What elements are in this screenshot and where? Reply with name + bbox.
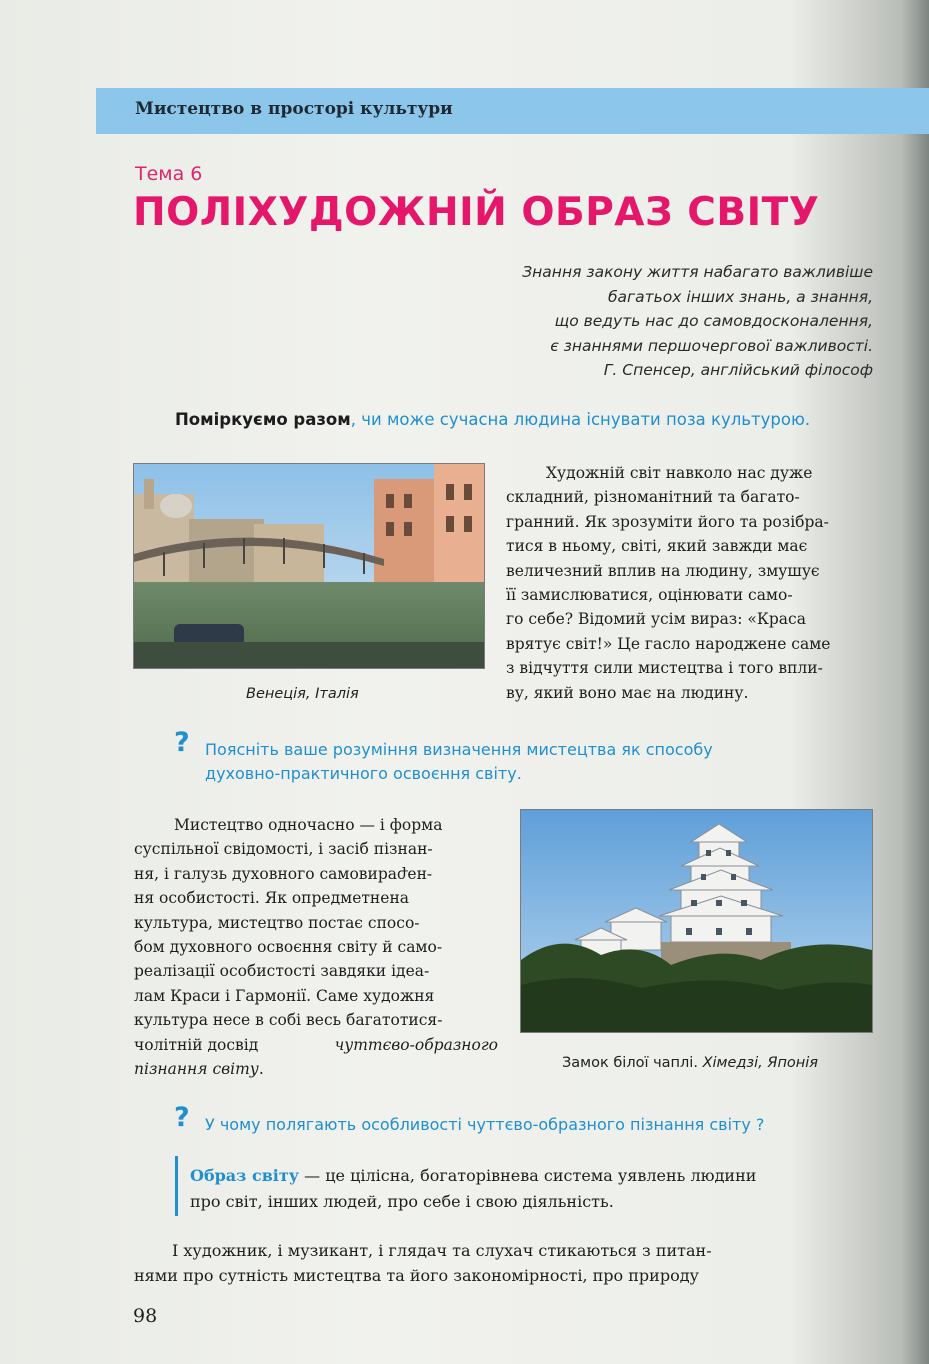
text-line: величезний вплив на людину, змушує <box>506 561 820 580</box>
definition-term: Образ світу <box>190 1166 300 1185</box>
text-line: з відчуття сили мистецтва і того впли- <box>506 659 823 678</box>
definition-line: Образ світу — це цілісна, богаторівнева система уявлень людини <box>190 1166 757 1185</box>
text-line: нями про сутність мистецтва та його закономірності, про природу <box>134 1266 699 1285</box>
himeji-caption: Замок білої чаплі. Хімедзі, Японія <box>562 1055 819 1071</box>
question-mark-icon: ? <box>174 1102 190 1133</box>
epigraph-line: що ведуть нас до самовдосконалення, <box>554 312 873 330</box>
definition-accent-bar <box>175 1156 178 1216</box>
epigraph-line: є знаннями першочергової важливості. <box>550 336 873 355</box>
text-line: ня, і галузь духовного самовираժен- <box>134 864 433 883</box>
text-line: суспільної свідомості, і засіб пізнан- <box>134 840 433 859</box>
venice-photo <box>133 463 485 669</box>
discussion-text: , чи може сучасна людина існувати поза культурою. <box>350 410 811 429</box>
text-line: го себе? Відомий усім вираз: «Краса <box>506 610 806 629</box>
text-line: тися в ньому, світі, який завжди має <box>506 537 808 556</box>
text-line: культура, мистецтво постає спосо- <box>134 913 420 932</box>
text-line: врятує світ!» Це гасло народжене саме <box>506 634 831 653</box>
paragraph-art-world <box>506 461 872 705</box>
question-line: духовно-практичного освоєння світу. <box>205 764 522 783</box>
discussion-label: Поміркуємо разом <box>175 410 351 429</box>
text-line: лам Краси і Гармонії. Саме художня <box>134 986 435 1005</box>
himeji-castle-photo <box>520 809 873 1033</box>
text-line: її замислюватися, оцінювати само- <box>506 586 793 605</box>
epigraph-line: багатьох інших знань, а знання, <box>607 287 873 306</box>
epigraph-author: Г. Спенсер, англійський філософ <box>603 361 873 379</box>
definition-box <box>190 1163 756 1215</box>
epigraph-line: Знання закону життя набагато важливіше <box>522 263 873 281</box>
definition-line: про світ, інших людей, про себе і свою діяльність. <box>190 1192 614 1211</box>
text-line: гранний. Як зрозуміти його та розібра- <box>506 512 829 531</box>
text-line: ву, який воно має на людину. <box>506 683 749 702</box>
venice-caption: Венеція, Італія <box>246 686 359 702</box>
text-line: ня особистості. Як опредметнена <box>134 889 410 908</box>
text-line: пізнання світу . <box>134 1060 264 1079</box>
text-line: складний, різноманітний та багато- <box>506 488 800 507</box>
text-line: Художній світ навколо нас дуже <box>546 464 813 482</box>
topic-label: Тема 6 <box>135 163 203 185</box>
question-2: У чому полягають особливості чуттєво-образного пізнання світу ? <box>205 1115 765 1134</box>
paragraph-art-definition <box>134 813 498 1081</box>
text-line: чолітній досвід чуттєво-образного <box>134 1035 498 1054</box>
page-number: 98 <box>133 1305 158 1327</box>
paragraph-bottom <box>134 1238 874 1288</box>
text-line: культура несе в собі весь багатотися- <box>134 1011 443 1030</box>
text-line: реалізації особистості завдяки ідеа- <box>134 962 430 981</box>
text-line: І художник, і музикант, і глядач та слухач стикаються з питан- <box>172 1241 712 1260</box>
epigraph <box>443 260 873 383</box>
question-mark-icon: ? <box>174 727 190 758</box>
section-title: Мистецтво в просторі культури <box>135 99 453 119</box>
question-line: Поясніть ваше розуміння визначення мистецтва як способу <box>205 740 713 759</box>
discussion-prompt <box>175 410 810 429</box>
question-1 <box>205 738 713 786</box>
text-line: Мистецтво одночасно — і форма <box>174 816 443 834</box>
text-line: бом духовного освоєння світу й само- <box>134 938 443 957</box>
page-title: ПОЛІХУДОЖНІЙ ОБРАЗ СВІТУ <box>133 190 820 235</box>
